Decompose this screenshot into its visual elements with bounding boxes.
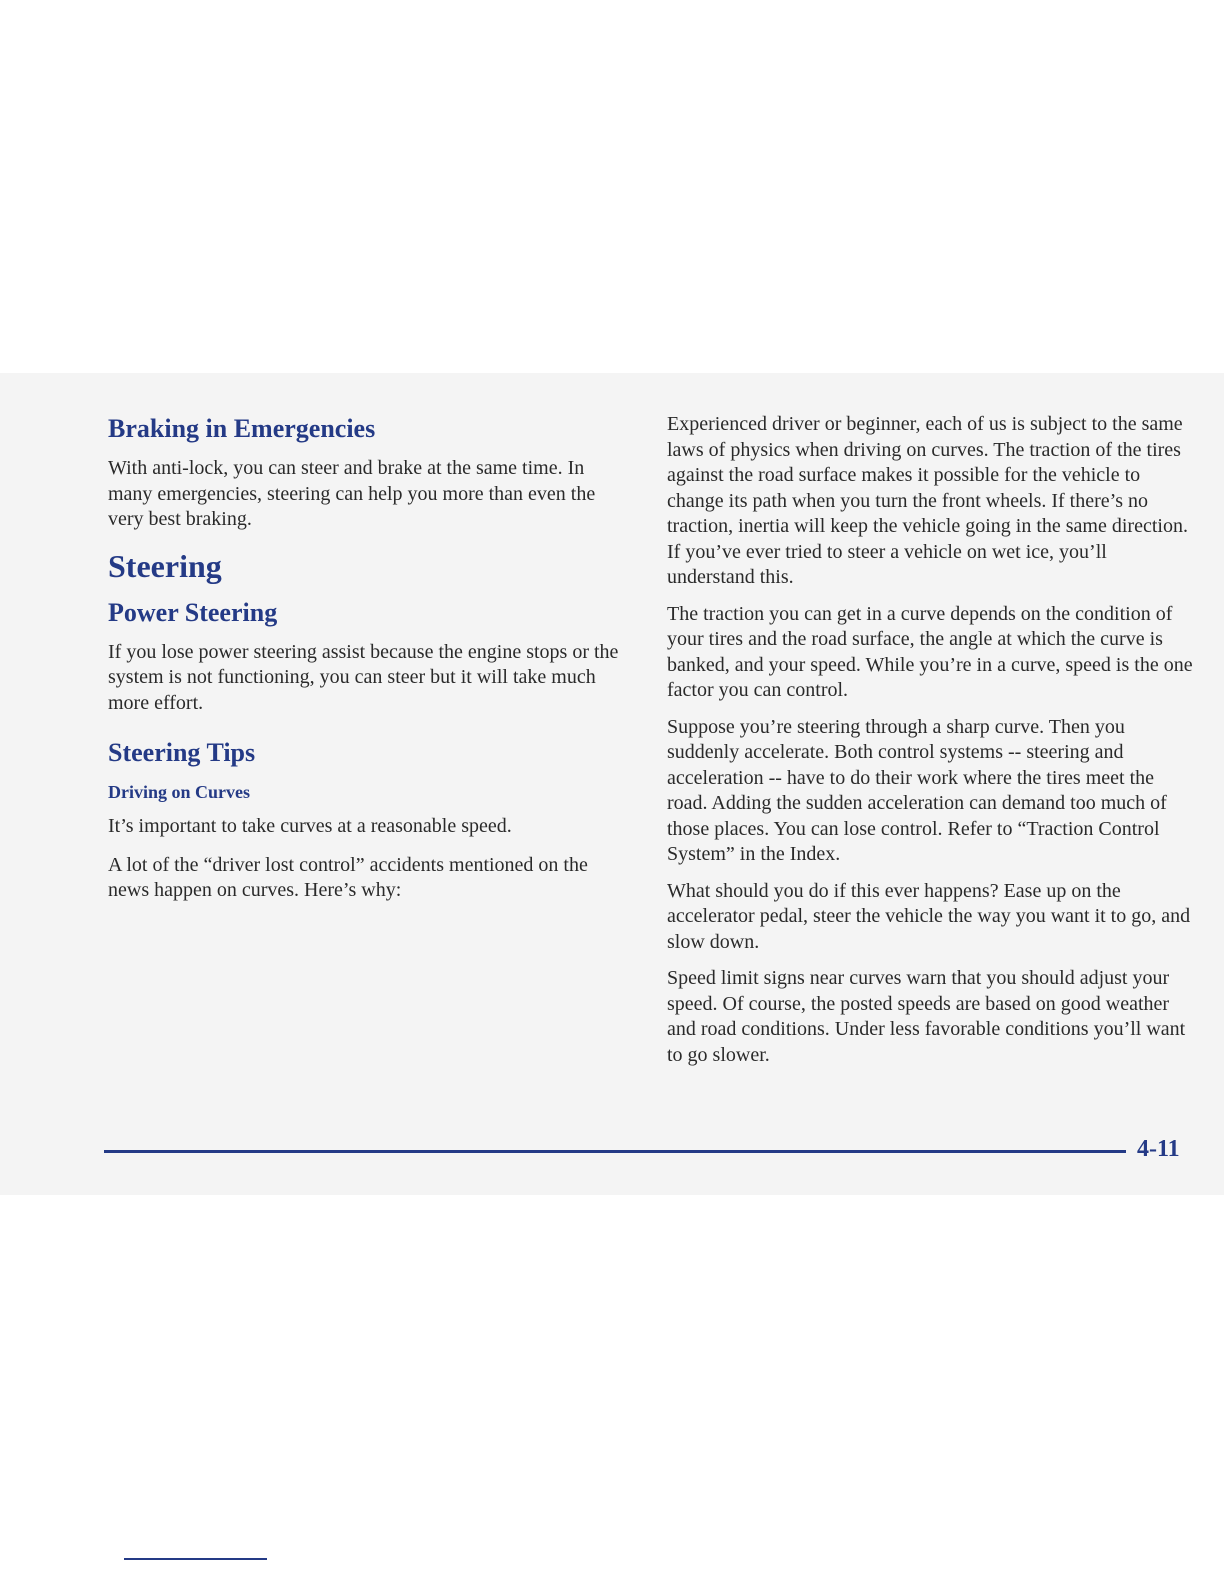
braking-paragraph: With anti-lock, you can steer and brake at the same time. In many emergencies, steering can help you more than even the very best braking. xyxy=(108,457,596,530)
physics-paragraph: Experienced driver or beginner, each of us is subject to the same laws of physics when driving on curves. The traction of the tires against the road surface makes it possible for the vehicle to change its path when you turn the front wheels. If there’s no traction, inertia will keep the vehicle going in the same direction. If you’ve ever tried to steer a vehicle on wet ice, you’ll understand this. xyxy=(667,413,1188,588)
footnote-rule xyxy=(124,1558,267,1560)
left-column xyxy=(108,412,623,917)
power-steering-paragraph: If you lose power steering assist because the engine stops or the system is not functioning, you can steer but it will take much more effort. xyxy=(108,640,619,714)
right-column xyxy=(667,412,1195,1079)
steering-heading: Steering xyxy=(108,547,222,584)
steering-tips-heading: Steering Tips xyxy=(108,738,256,767)
braking-in-emergencies-heading: Braking in Emergencies xyxy=(108,414,376,443)
what-to-do-paragraph: What should you do if this ever happens? Ease up on the accelerator pedal, steer the vehicle the way you want it to go, and slow down. xyxy=(667,879,1191,953)
footer-rule xyxy=(104,1150,1126,1153)
sharp-curve-paragraph: Suppose you’re steering through a sharp curve. Then you suddenly accelerate. Both control systems -- steering and acceleration -- have to do their work where the tires meet the road. Adding the sudden acceleration can demand too much of those places. You can lose control. Refer to “Traction Control System” in the Index. xyxy=(667,715,1167,865)
curves-paragraph-1: It’s important to take curves at a reasonable speed. xyxy=(108,815,512,837)
speed-limit-paragraph: Speed limit signs near curves warn that you should adjust your speed. Of course, the posted speeds are based on good weather and road conditions. Under less favorable conditions you’ll want to go slower. xyxy=(667,967,1186,1066)
power-steering-heading: Power Steering xyxy=(108,597,278,627)
page-number: 4-11 xyxy=(1137,1136,1180,1162)
driving-on-curves-heading: Driving on Curves xyxy=(108,782,251,802)
curves-paragraph-2: A lot of the “driver lost control” accidents mentioned on the news happen on curves. Here’s why: xyxy=(108,853,588,901)
traction-paragraph: The traction you can get in a curve depends on the condition of your tires and the road surface, the angle at which the curve is banked, and your speed. While you’re in a curve, speed is the one factor you can control. xyxy=(667,602,1193,701)
